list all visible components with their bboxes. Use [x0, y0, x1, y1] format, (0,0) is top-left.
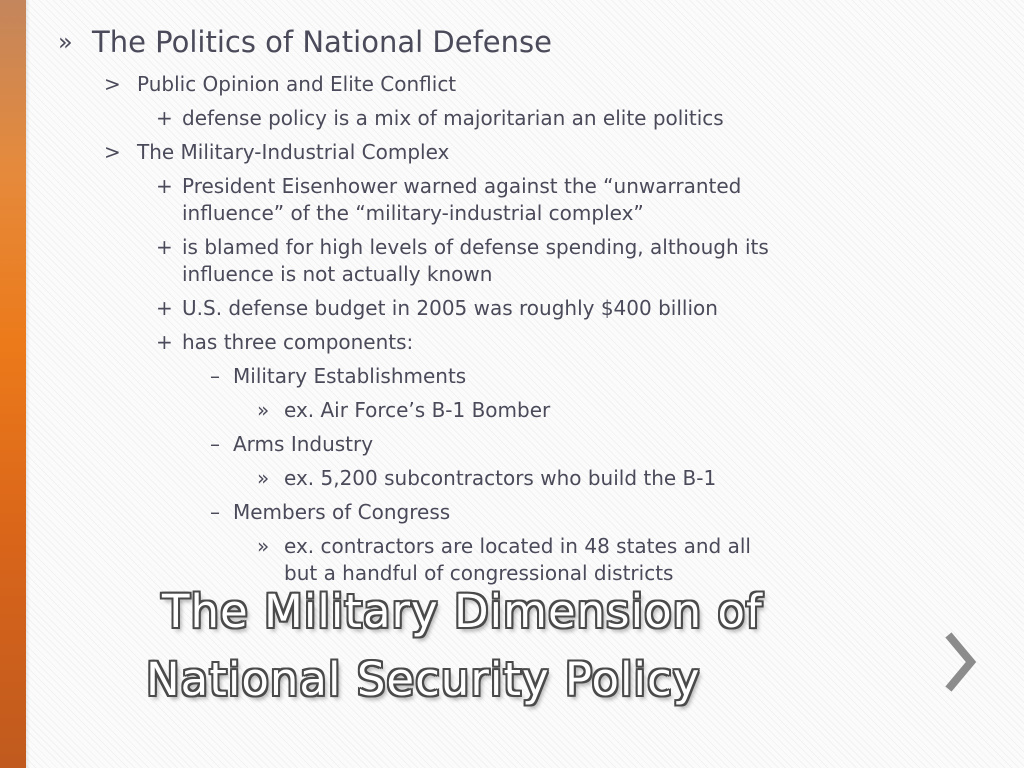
- section1-bullet-marker: +: [156, 106, 173, 130]
- component-marker: –: [210, 432, 220, 456]
- slide-title-line1: The Military Dimension of: [162, 585, 763, 638]
- component-marker: –: [210, 500, 220, 524]
- chevron-right-icon[interactable]: [944, 632, 978, 692]
- bullet-text: has three components:: [182, 330, 414, 354]
- bullet-text: U.S. defense budget in 2005 was roughly $400 billion: [182, 296, 718, 320]
- section2-marker: >: [104, 140, 121, 164]
- bullet-text: President Eisenhower warned against the “unwarranted: [182, 174, 742, 198]
- bullet-marker: +: [156, 174, 173, 198]
- bullet-marker: +: [156, 235, 173, 259]
- section1-title: Public Opinion and Elite Conflict: [137, 72, 457, 96]
- section1-bullet-text: defense policy is a mix of majoritarian an elite politics: [182, 106, 724, 130]
- component-marker: –: [210, 364, 220, 388]
- component-text: Members of Congress: [233, 500, 451, 524]
- bullet-text: is blamed for high levels of defense spending, although its: [182, 235, 769, 259]
- example-marker: »: [257, 398, 270, 422]
- bullet-text-continued: influence is not actually known: [182, 262, 493, 286]
- bullet-text-continued: influence” of the “military-industrial complex”: [182, 201, 644, 225]
- example-text: ex. contractors are located in 48 states and all: [284, 534, 751, 558]
- component-text: Arms Industry: [233, 432, 374, 456]
- section2-title: The Military-Industrial Complex: [137, 140, 450, 164]
- component-text: Military Establishments: [233, 364, 467, 388]
- section1-marker: >: [104, 72, 121, 96]
- example-marker: »: [257, 466, 270, 490]
- example-marker: »: [257, 534, 270, 558]
- slide-title-line2: National Security Policy: [146, 653, 701, 706]
- example-text: ex. Air Force’s B-1 Bomber: [284, 398, 551, 422]
- example-text: ex. 5,200 subcontractors who build the B-1: [284, 466, 717, 490]
- bullet-marker: +: [156, 330, 173, 354]
- bullet-marker: +: [156, 296, 173, 320]
- heading-marker: »: [58, 28, 73, 56]
- heading-text: The Politics of National Defense: [92, 25, 552, 59]
- example-text-continued: but a handful of congressional districts: [284, 561, 674, 585]
